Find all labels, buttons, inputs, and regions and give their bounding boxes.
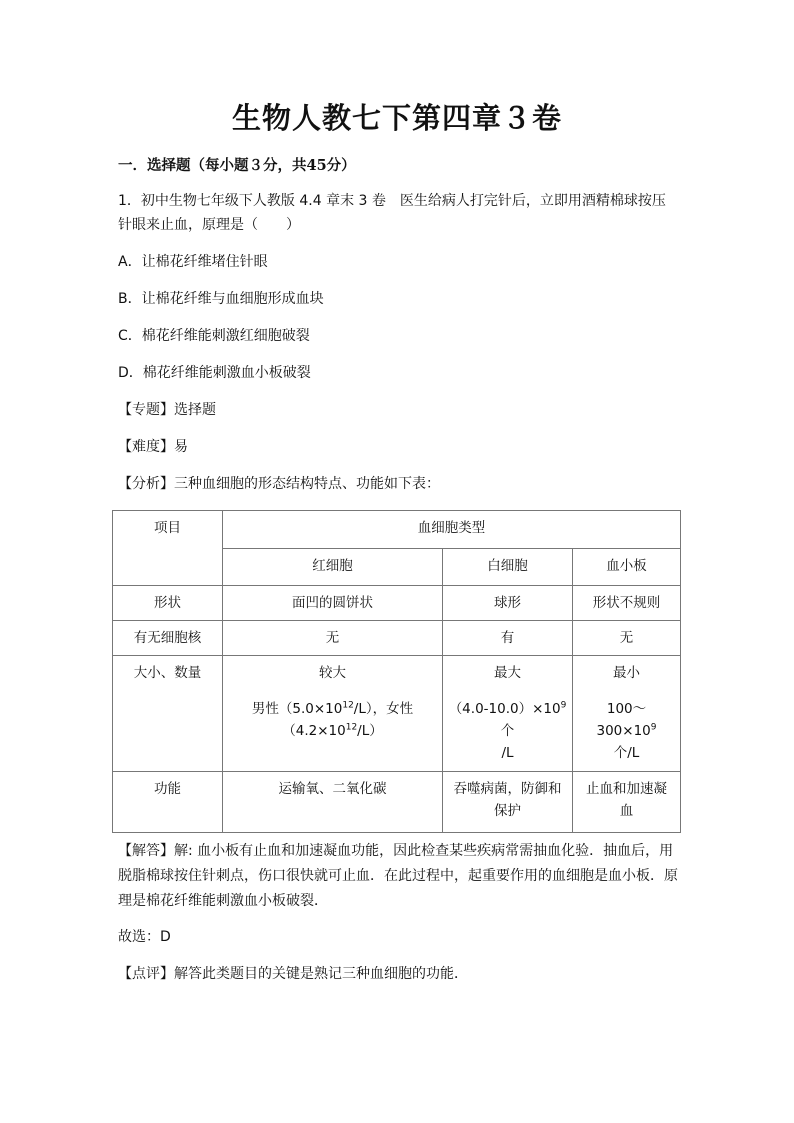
table-cell: 形状不规则 bbox=[573, 586, 681, 621]
table-row bbox=[113, 511, 681, 549]
table-cell bbox=[573, 772, 681, 833]
table-cell bbox=[573, 656, 681, 772]
analysis-line: 【分析】三种血细胞的形态结构特点、功能如下表： bbox=[118, 476, 440, 492]
cell-line: 止血和加速凝 bbox=[586, 781, 667, 797]
cell-text: /L），女性 bbox=[353, 701, 414, 717]
option-b: B．让棉花纤维与血细胞形成血块 bbox=[118, 291, 324, 307]
exponent: 9 bbox=[650, 722, 657, 733]
table-row bbox=[113, 656, 681, 772]
cell-text: 男性（5.0×10 bbox=[251, 701, 343, 717]
cell-line: 个/L bbox=[613, 745, 640, 761]
choice-line: 故选：D bbox=[118, 929, 171, 945]
table-cell bbox=[443, 656, 573, 772]
exponent: 12 bbox=[345, 722, 358, 733]
header-item: 项目 bbox=[113, 511, 223, 586]
table-cell: 面凹的圆饼状 bbox=[223, 586, 443, 621]
cell-line: 保护 bbox=[494, 803, 521, 819]
header-cell-type: 血细胞类型 bbox=[223, 511, 681, 549]
table-cell: 运输氧、二氧化碳 bbox=[223, 772, 443, 833]
topic-line: 【专题】选择题 bbox=[118, 402, 216, 418]
answer-text: 【解答】解: 血小板有止血和加速凝血功能，因此检查某些疾病常需抽血化验．抽血后，用脱脂棉球按住针刺点，伤口很快就可止血．在此过程中，起重要作用的血细胞是血小板．原理是棉花纤维能刺激血小板破裂． bbox=[118, 843, 678, 909]
table-cell: 无 bbox=[223, 621, 443, 656]
table-cell bbox=[223, 656, 443, 772]
table-cell bbox=[443, 772, 573, 833]
table-row bbox=[113, 621, 681, 656]
cell-text: （4.0-10.0）×10 bbox=[448, 701, 561, 717]
cell-text: （4.2×10 bbox=[282, 723, 346, 739]
cell-text: 个 bbox=[500, 723, 515, 739]
blood-cell-table bbox=[112, 510, 681, 833]
cell-line: 血 bbox=[619, 803, 634, 819]
option-d: D．棉花纤维能刺激血小板破裂 bbox=[118, 365, 311, 381]
cell-line bbox=[447, 698, 568, 742]
cell-line: 最大 bbox=[494, 665, 521, 681]
table-row bbox=[113, 586, 681, 621]
cell-line bbox=[227, 720, 438, 742]
page-title: 生物人教七下第四章３卷 bbox=[231, 101, 562, 135]
difficulty-line: 【难度】易 bbox=[118, 439, 188, 455]
cell-line: /L bbox=[501, 745, 514, 761]
header-white-cell: 白细胞 bbox=[443, 548, 573, 586]
exponent: 12 bbox=[342, 700, 354, 711]
comment-line: 【点评】解答此类题目的关键是熟记三种血细胞的功能． bbox=[118, 966, 468, 982]
cell-line: 吞噬病菌，防御和 bbox=[453, 781, 562, 797]
header-red-cell: 红细胞 bbox=[223, 548, 443, 586]
cell-line: 较大 bbox=[319, 665, 346, 681]
table-cell: 球形 bbox=[443, 586, 573, 621]
header-platelet: 血小板 bbox=[573, 548, 681, 586]
cell-text: 100～300×10 bbox=[596, 701, 651, 739]
table-cell: 无 bbox=[573, 621, 681, 656]
option-c: C．棉花纤维能刺激红细胞破裂 bbox=[118, 328, 310, 344]
cell-text: /L） bbox=[357, 723, 383, 739]
section-heading: 一．选择题（每小题３分，共45分） bbox=[118, 157, 356, 174]
row-label: 功能 bbox=[113, 772, 223, 833]
table-row bbox=[113, 772, 681, 833]
question-text: 1．初中生物七年级下人教版 4.4 章末 3 卷 医生给病人打完针后，立即用酒精棉球按压针眼来止血，原理是（ ） bbox=[118, 193, 666, 233]
row-label: 大小、数量 bbox=[113, 656, 223, 772]
row-label: 形状 bbox=[113, 586, 223, 621]
table-cell: 有 bbox=[443, 621, 573, 656]
cell-line bbox=[577, 698, 676, 742]
cell-line: 最小 bbox=[613, 665, 640, 681]
option-a: A．让棉花纤维堵住针眼 bbox=[118, 254, 268, 270]
row-label: 有无细胞核 bbox=[113, 621, 223, 656]
exponent: 9 bbox=[560, 700, 567, 711]
cell-line bbox=[227, 698, 438, 720]
